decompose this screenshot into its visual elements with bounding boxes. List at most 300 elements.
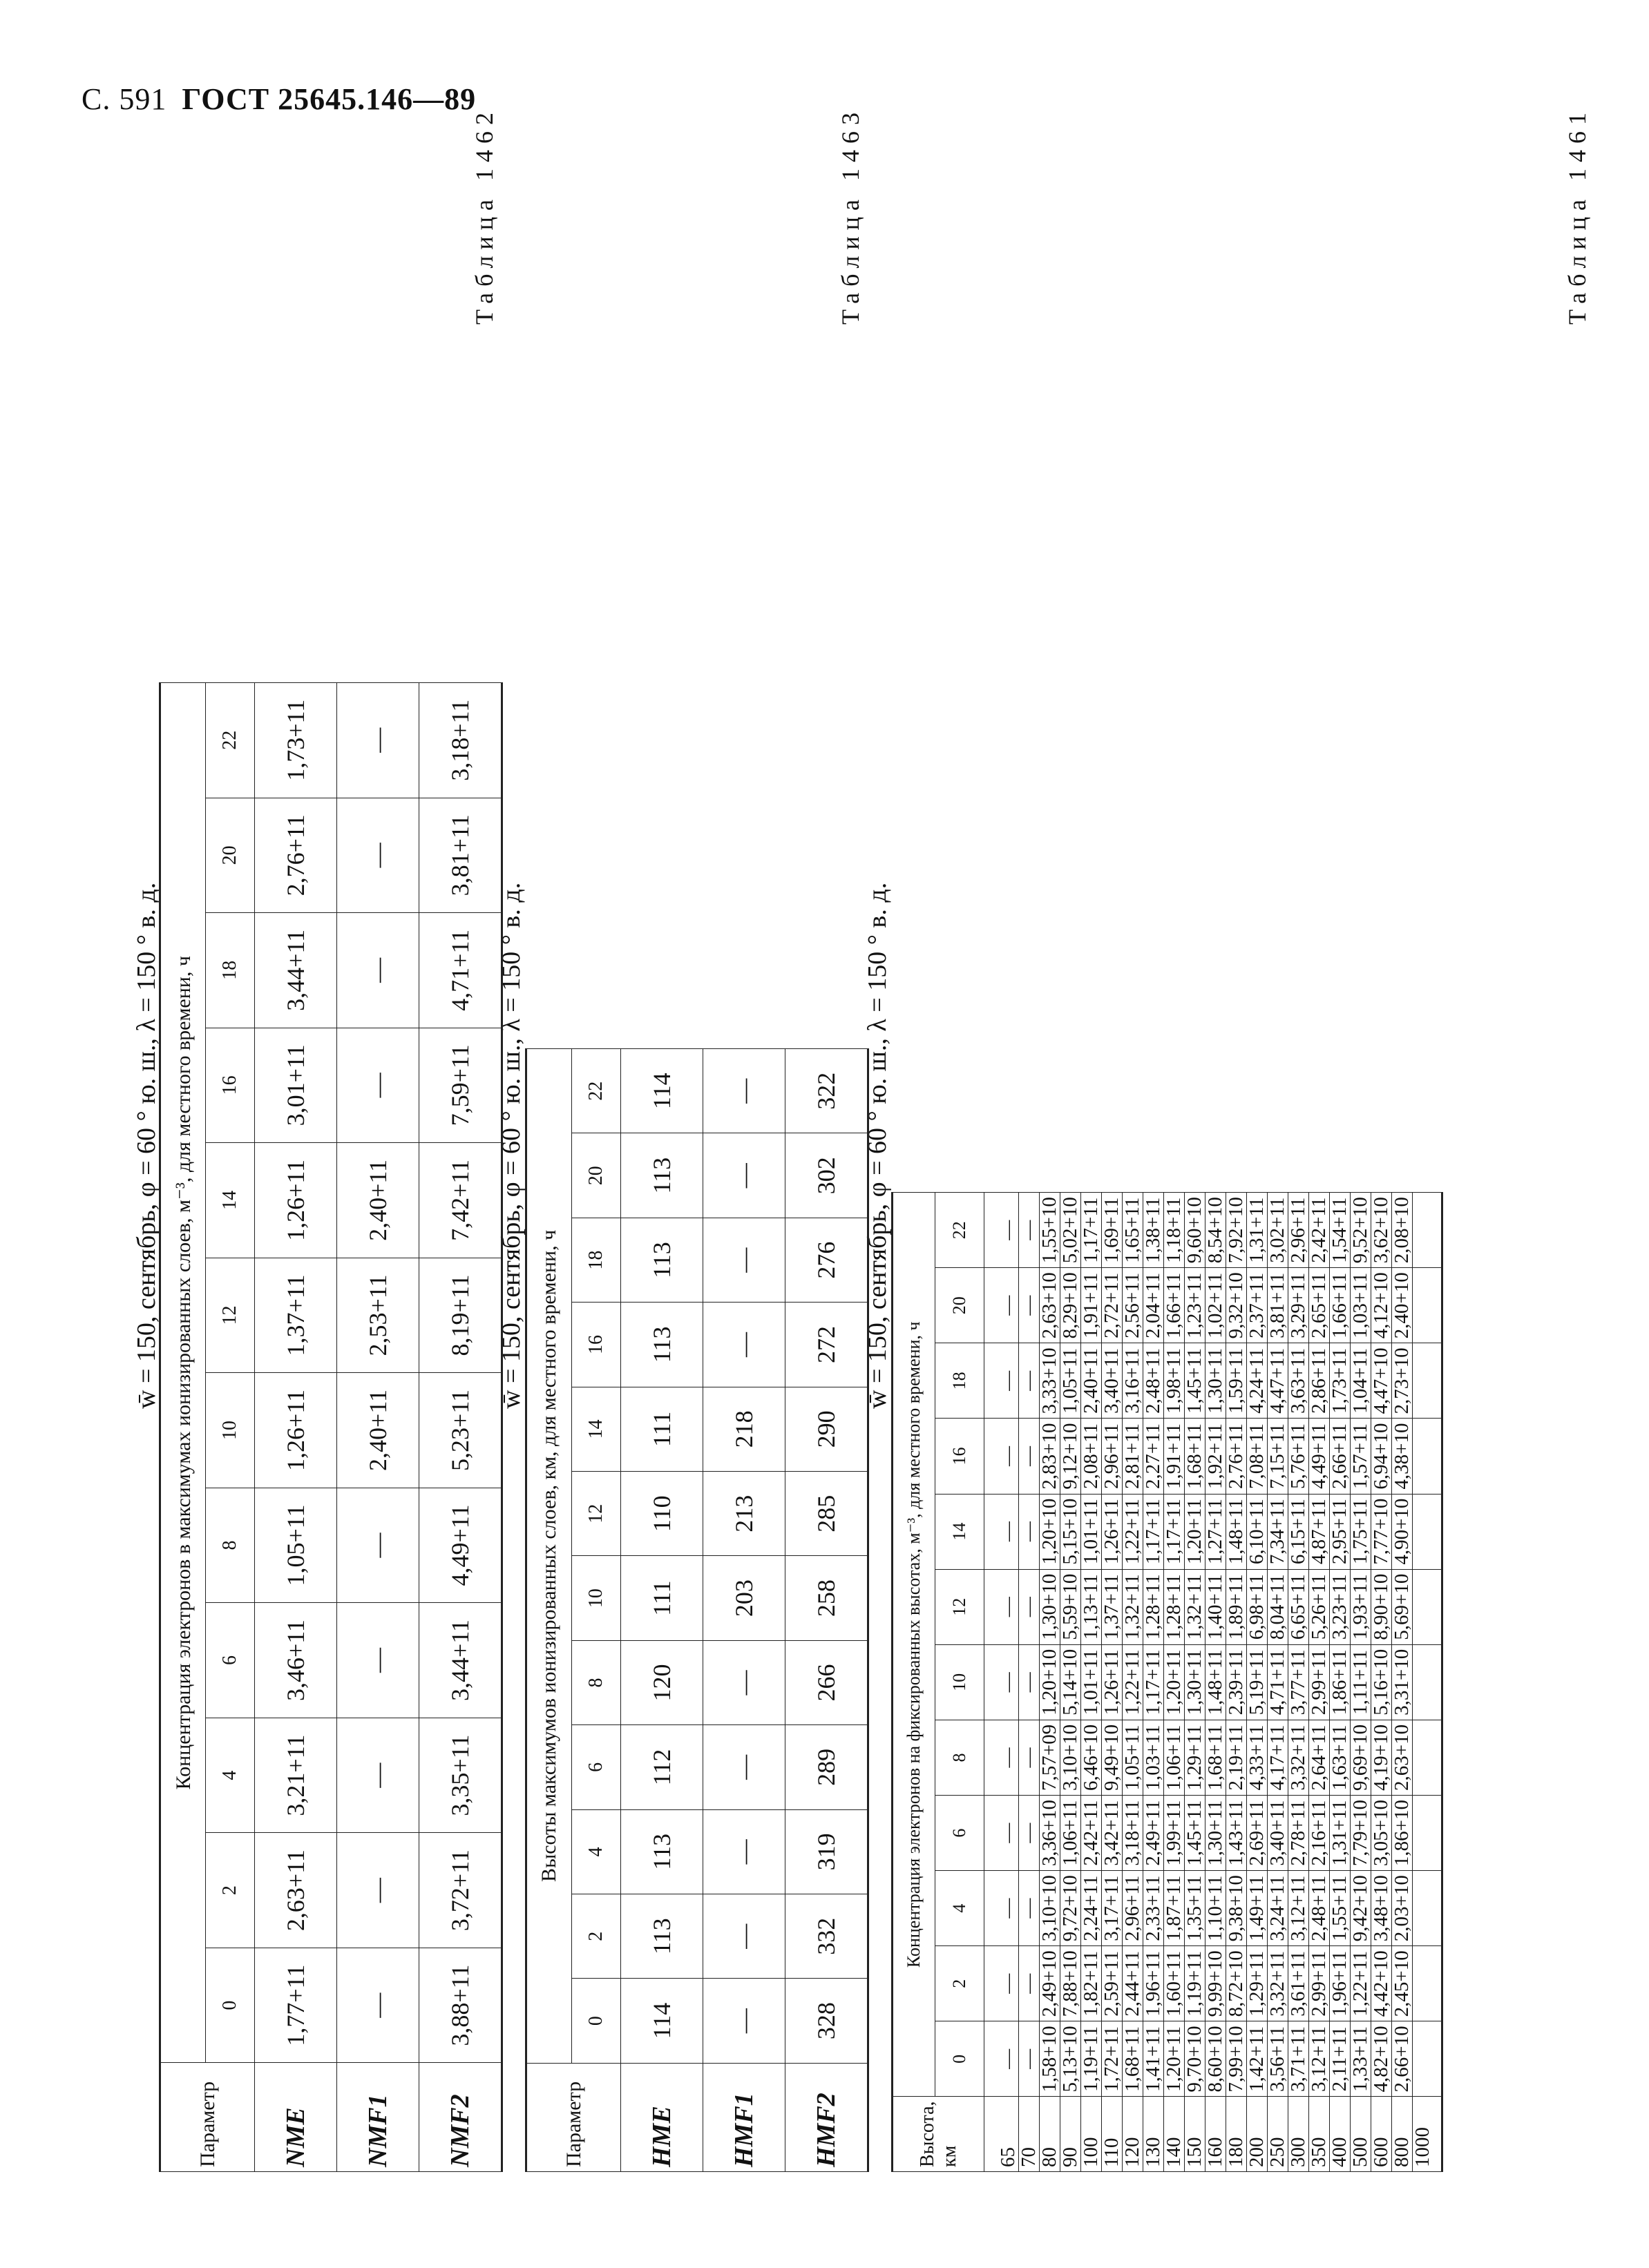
hour-header: 16: [206, 1028, 255, 1143]
cell-value: —: [984, 1419, 1019, 1494]
cell-value: 1,03+11: [1143, 1720, 1164, 1795]
hour-header: 22: [572, 1049, 621, 1133]
cell-value: 1,18+11: [1164, 1193, 1185, 1268]
cell-value: —: [703, 1133, 785, 1218]
row-label: NMF1: [337, 2063, 419, 2172]
cell-value: [1413, 1268, 1442, 1343]
table-subtitle-1463: w̄ = 150, сентябрь, φ = 60 ° ю. ш., λ = 150 ° в. д.: [863, 882, 892, 1409]
cell-value: 3,88+11: [419, 1948, 502, 2063]
cell-value: 113: [621, 1133, 703, 1218]
cell-value: 5,02+10: [1060, 1193, 1081, 1268]
table-row: [255, 683, 337, 2172]
cell-value: [1413, 1946, 1442, 2021]
cell-value: 3,61+11: [1288, 1946, 1309, 2021]
table-row: [1143, 1193, 1164, 2172]
cell-value: 1,22+11: [1123, 1644, 1143, 1720]
row-label: 160: [1205, 2097, 1226, 2172]
table-1461: [159, 682, 503, 2172]
cell-value: 1,55+10: [1040, 1193, 1060, 1268]
hour-header: 16: [935, 1419, 984, 1494]
table-row: [703, 1049, 785, 2172]
cell-value: 8,19+11: [419, 1258, 502, 1373]
cell-value: 1,28+11: [1164, 1569, 1185, 1644]
cell-value: 9,38+10: [1226, 1871, 1247, 1946]
cell-value: 3,32+11: [1268, 1946, 1288, 2021]
cell-value: 1,31+11: [1330, 1796, 1351, 1871]
hour-header: 0: [935, 2021, 984, 2097]
row-label: NMF2: [419, 2063, 502, 2172]
cell-value: 2,48+11: [1309, 1871, 1330, 1946]
cell-value: 2,64+11: [1309, 1720, 1330, 1795]
table-row: [1268, 1193, 1288, 2172]
cell-value: 4,47+11: [1268, 1343, 1288, 1419]
cell-value: 1,17+11: [1081, 1193, 1102, 1268]
cell-value: —: [337, 798, 419, 913]
cell-value: —: [1019, 1494, 1040, 1569]
cell-value: 4,71+11: [419, 913, 502, 1028]
cell-value: 2,53+11: [337, 1258, 419, 1373]
cell-value: 1,05+11: [1060, 1343, 1081, 1419]
table-row: [1123, 1193, 1143, 2172]
table-row: [1205, 1193, 1226, 2172]
cell-value: 2,40+11: [337, 1143, 419, 1258]
cell-value: 1,38+11: [1143, 1193, 1164, 1268]
cell-value: 1,40+11: [1205, 1569, 1226, 1644]
cell-value: 1,22+11: [1123, 1494, 1143, 1569]
cell-value: 4,87+11: [1309, 1494, 1330, 1569]
cell-value: 1,29+11: [1185, 1720, 1205, 1795]
row-label: 80: [1040, 2097, 1060, 2172]
hour-header: 22: [206, 683, 255, 798]
cell-value: 8,72+10: [1226, 1946, 1247, 2021]
cell-value: [1413, 1193, 1442, 1268]
cell-value: 111: [621, 1556, 703, 1640]
cell-value: 2,40+11: [337, 1373, 419, 1488]
cell-value: 1,37+11: [1102, 1569, 1123, 1644]
cell-value: 2,08+10: [1392, 1193, 1413, 1268]
hour-header: 6: [572, 1725, 621, 1809]
cell-value: 1,10+11: [1205, 1871, 1226, 1946]
cell-value: 5,13+10: [1060, 2021, 1081, 2097]
cell-value: 1,54+11: [1330, 1193, 1351, 1268]
cell-value: 1,98+11: [1164, 1343, 1185, 1419]
cell-value: 5,26+11: [1309, 1569, 1330, 1644]
cell-value: 1,45+11: [1185, 1343, 1205, 1419]
cell-value: 1,37+11: [255, 1258, 337, 1373]
cell-value: 111: [621, 1387, 703, 1471]
cell-value: 2,96+11: [1288, 1193, 1309, 1268]
table-row: [1392, 1193, 1413, 2172]
cell-value: 1,11+11: [1351, 1644, 1371, 1720]
cell-value: 9,52+10: [1351, 1193, 1371, 1268]
cell-value: 3,48+10: [1371, 1871, 1392, 1946]
cell-value: 1,92+11: [1205, 1419, 1226, 1494]
cell-value: 1,19+11: [1185, 1946, 1205, 2021]
cell-value: 1,72+11: [1102, 2021, 1123, 2097]
cell-value: —: [984, 1569, 1019, 1644]
cell-value: 4,17+11: [1268, 1720, 1288, 1795]
cell-value: 5,16+10: [1371, 1644, 1392, 1720]
cell-value: [1413, 1796, 1442, 1871]
row-label: 600: [1371, 2097, 1392, 2172]
cell-value: 1,63+11: [1330, 1720, 1351, 1795]
cell-value: 1,28+11: [1143, 1569, 1164, 1644]
cell-value: —: [984, 1871, 1019, 1946]
cell-value: 2,81+11: [1123, 1419, 1143, 1494]
cell-value: 5,59+10: [1060, 1569, 1081, 1644]
cell-value: [1413, 1720, 1442, 1795]
row-label: HMF2: [785, 2063, 868, 2171]
cell-value: 4,33+11: [1247, 1720, 1268, 1795]
table-label-1463: Таблица 1463: [837, 106, 864, 325]
cell-value: 1,30+11: [1205, 1343, 1226, 1419]
cell-value: 7,59+11: [419, 1028, 502, 1143]
row-label: 350: [1309, 2097, 1330, 2172]
cell-value: 276: [785, 1218, 868, 1302]
cell-value: —: [337, 1488, 419, 1603]
cell-value: 2,45+10: [1392, 1946, 1413, 2021]
cell-value: 1,66+11: [1164, 1268, 1185, 1343]
table-row: [1371, 1193, 1392, 2172]
row-label: 180: [1226, 2097, 1247, 2172]
cell-value: 2,96+11: [1123, 1871, 1143, 1946]
cell-value: 3,40+11: [1102, 1343, 1123, 1419]
cell-value: 1,20+11: [1164, 1644, 1185, 1720]
hour-header: 2: [935, 1946, 984, 2021]
cell-value: 1,65+11: [1123, 1193, 1143, 1268]
cell-value: 1,89+11: [1226, 1569, 1247, 1644]
cell-value: 1,20+10: [1040, 1494, 1060, 1569]
cell-value: 1,86+10: [1392, 1796, 1413, 1871]
cell-value: 4,19+10: [1371, 1720, 1392, 1795]
cell-value: 332: [785, 1894, 868, 1979]
cell-value: 1,42+11: [1247, 2021, 1268, 2097]
row-label: 200: [1247, 2097, 1268, 2172]
col0-header: Высота, км: [893, 2097, 984, 2172]
cell-value: 285: [785, 1472, 868, 1556]
hour-header: 10: [206, 1373, 255, 1488]
cell-value: —: [984, 1946, 1019, 2021]
table-row: [1040, 1193, 1060, 2172]
cell-value: 2,65+11: [1309, 1268, 1330, 1343]
cell-value: 2,59+11: [1102, 1946, 1123, 2021]
cell-value: 3,21+11: [255, 1718, 337, 1833]
hour-header: 4: [206, 1718, 255, 1833]
row-label: 1000: [1413, 2097, 1442, 2172]
cell-value: 1,05+11: [255, 1488, 337, 1603]
cell-value: 1,31+11: [1247, 1193, 1268, 1268]
cell-value: 3,31+10: [1392, 1644, 1413, 1720]
cell-value: 2,40+10: [1392, 1268, 1413, 1343]
cell-value: 4,82+10: [1371, 2021, 1392, 2097]
row-label: 70: [1019, 2097, 1040, 2172]
table-subtitle-1461: w̄ = 150, сентябрь, φ = 60 ° ю. ш., λ = 150 ° в. д.: [132, 882, 161, 1409]
cell-value: 7,57+09: [1040, 1720, 1060, 1795]
cell-value: 3,29+11: [1288, 1268, 1309, 1343]
cell-value: —: [703, 1979, 785, 2063]
cell-value: 5,69+10: [1392, 1569, 1413, 1644]
cell-value: 3,35+11: [419, 1718, 502, 1833]
hour-header: 8: [206, 1488, 255, 1603]
table-row: [1060, 1193, 1081, 2172]
cell-value: 3,81+11: [1268, 1268, 1288, 1343]
row-label: HME: [621, 2063, 703, 2171]
cell-value: 1,96+11: [1143, 1946, 1164, 2021]
cell-value: 7,08+11: [1247, 1419, 1268, 1494]
cell-value: 3,12+11: [1288, 1871, 1309, 1946]
cell-value: 1,17+11: [1143, 1494, 1164, 1569]
hour-header: 10: [572, 1556, 621, 1640]
row-label: 130: [1143, 2097, 1164, 2172]
cell-value: —: [1019, 1946, 1040, 2021]
row-label: 120: [1123, 2097, 1143, 2172]
cell-value: 113: [621, 1218, 703, 1302]
cell-value: 112: [621, 1725, 703, 1809]
cell-value: 1,33+11: [1351, 2021, 1371, 2097]
table-label-1461: Таблица 1461: [1563, 106, 1591, 325]
cell-value: —: [337, 1028, 419, 1143]
cell-value: 3,17+11: [1102, 1871, 1123, 1946]
cell-value: 3,12+11: [1309, 2021, 1330, 2097]
cell-value: —: [984, 2021, 1019, 2097]
hour-header: 8: [572, 1640, 621, 1724]
cell-value: 1,73+11: [1330, 1343, 1351, 1419]
cell-value: 3,36+10: [1040, 1796, 1060, 1871]
cell-value: 3,56+11: [1268, 2021, 1288, 2097]
table-1462: [525, 1048, 869, 2172]
cell-value: 2,76+11: [1226, 1419, 1247, 1494]
cell-value: 1,29+11: [1247, 1946, 1268, 2021]
cell-value: 2,99+11: [1309, 1946, 1330, 2021]
cell-value: 9,99+10: [1205, 1946, 1226, 2021]
table-row: [1309, 1193, 1330, 2172]
cell-value: —: [1019, 2021, 1040, 2097]
cell-value: 4,71+11: [1268, 1644, 1288, 1720]
row-label: 800: [1392, 2097, 1413, 2172]
cell-value: 3,01+11: [255, 1028, 337, 1143]
table-row: [1081, 1193, 1102, 2172]
page-number: С. 591: [82, 82, 167, 116]
hour-header: 20: [572, 1133, 621, 1218]
cell-value: [1413, 1871, 1442, 1946]
table-row: [1330, 1193, 1351, 2172]
cell-value: [1413, 1644, 1442, 1720]
cell-value: 120: [621, 1640, 703, 1724]
cell-value: 4,24+11: [1247, 1343, 1268, 1419]
cell-value: 1,82+11: [1081, 1946, 1102, 2021]
cell-value: 8,60+10: [1205, 2021, 1226, 2097]
cell-value: 2,73+10: [1392, 1343, 1413, 1419]
hour-header: 0: [206, 1948, 255, 2063]
cell-value: 4,49+11: [1309, 1419, 1330, 1494]
cell-value: 2,11+11: [1330, 2021, 1351, 2097]
cell-value: —: [703, 1049, 785, 1133]
cell-value: 2,63+10: [1040, 1268, 1060, 1343]
hour-header: 4: [935, 1871, 984, 1946]
cell-value: 3,02+11: [1268, 1193, 1288, 1268]
cell-value: —: [703, 1809, 785, 1894]
cell-value: 1,69+11: [1102, 1193, 1123, 1268]
cell-value: 290: [785, 1387, 868, 1471]
cell-value: 1,30+10: [1040, 1569, 1060, 1644]
cell-value: 1,06+11: [1060, 1796, 1081, 1871]
cell-value: 2,48+11: [1143, 1343, 1164, 1419]
cell-value: 1,86+11: [1330, 1644, 1351, 1720]
hour-header: 22: [935, 1193, 984, 1268]
cell-value: —: [1019, 1720, 1040, 1795]
row-label: 65: [984, 2097, 1019, 2172]
cell-value: [1413, 1343, 1442, 1419]
table-row: [1019, 1193, 1040, 2172]
standard-number: ГОСТ 25645.146—89: [182, 82, 477, 116]
cell-value: 203: [703, 1556, 785, 1640]
cell-value: 3,63+11: [1288, 1343, 1309, 1419]
cell-value: 1,02+11: [1205, 1268, 1226, 1343]
cell-value: 289: [785, 1725, 868, 1809]
cell-value: 1,26+11: [1102, 1494, 1123, 1569]
cell-value: [1413, 1569, 1442, 1644]
cell-value: 2,78+11: [1288, 1796, 1309, 1871]
cell-value: —: [1019, 1193, 1040, 1268]
cell-value: 4,42+10: [1371, 1946, 1392, 2021]
hour-header: 2: [206, 1833, 255, 1948]
cell-value: 258: [785, 1556, 868, 1640]
cell-value: 1,59+11: [1226, 1343, 1247, 1419]
cell-value: 5,14+10: [1060, 1644, 1081, 1720]
row-label: HMF1: [703, 2063, 785, 2171]
cell-value: 2,49+11: [1143, 1796, 1164, 1871]
cell-value: 1,48+11: [1226, 1494, 1247, 1569]
cell-value: 2,72+11: [1102, 1268, 1123, 1343]
cell-value: 9,60+10: [1185, 1193, 1205, 1268]
row-label: NME: [255, 2063, 337, 2172]
cell-value: 4,49+11: [419, 1488, 502, 1603]
cell-value: 1,68+11: [1123, 2021, 1143, 2097]
row-label: 400: [1330, 2097, 1351, 2172]
cell-value: —: [703, 1218, 785, 1302]
page-header: [82, 81, 476, 117]
cell-value: 9,12+10: [1060, 1419, 1081, 1494]
hour-header: 8: [935, 1720, 984, 1795]
table-row: [1185, 1193, 1205, 2172]
cell-value: 1,17+11: [1143, 1644, 1164, 1720]
cell-value: 2,16+11: [1309, 1796, 1330, 1871]
cell-value: 319: [785, 1809, 868, 1894]
cell-value: 2,56+11: [1123, 1268, 1143, 1343]
cell-value: 4,47+10: [1371, 1343, 1392, 1419]
cell-value: 1,32+11: [1185, 1569, 1205, 1644]
cell-value: 113: [621, 1303, 703, 1387]
table-row: [984, 1193, 1019, 2172]
cell-value: 1,91+11: [1081, 1268, 1102, 1343]
cell-value: 1,49+11: [1247, 1871, 1268, 1946]
cell-value: 1,26+11: [255, 1143, 337, 1258]
cell-value: 6,94+10: [1371, 1419, 1392, 1494]
cell-value: 2,63+10: [1392, 1720, 1413, 1795]
cell-value: 2,96+11: [1102, 1419, 1123, 1494]
cell-value: 3,32+11: [1288, 1720, 1309, 1795]
cell-value: —: [703, 1894, 785, 1979]
cell-value: —: [1019, 1419, 1040, 1494]
hour-header: 0: [572, 1979, 621, 2063]
cell-value: [1413, 2021, 1442, 2097]
cell-value: 3,81+11: [419, 798, 502, 913]
cell-value: 1,77+11: [255, 1948, 337, 2063]
row-label: 100: [1081, 2097, 1102, 2172]
cell-value: 1,58+10: [1040, 2021, 1060, 2097]
cell-value: 9,72+10: [1060, 1871, 1081, 1946]
cell-value: —: [1019, 1796, 1040, 1871]
cell-value: 9,69+10: [1351, 1720, 1371, 1795]
cell-value: 213: [703, 1472, 785, 1556]
cell-value: 1,60+11: [1164, 1946, 1185, 2021]
cell-value: 7,79+10: [1351, 1796, 1371, 1871]
table-row: [621, 1049, 703, 2172]
cell-value: 1,66+11: [1330, 1268, 1351, 1343]
table-row: [1102, 1193, 1123, 2172]
cell-value: 1,99+11: [1164, 1796, 1185, 1871]
cell-value: —: [703, 1725, 785, 1809]
cell-value: 9,70+10: [1185, 2021, 1205, 2097]
cell-value: 9,32+10: [1226, 1268, 1247, 1343]
table-row: [1288, 1193, 1309, 2172]
cell-value: 2,33+11: [1143, 1871, 1164, 1946]
cell-value: 1,26+11: [255, 1373, 337, 1488]
table-1462-wrapper: [525, 1048, 869, 2172]
cell-value: 2,83+10: [1040, 1419, 1060, 1494]
cell-value: 3,40+11: [1268, 1796, 1288, 1871]
cell-value: 1,41+11: [1143, 2021, 1164, 2097]
cell-value: 2,19+11: [1226, 1720, 1247, 1795]
hour-header: 18: [935, 1343, 984, 1419]
hour-header: 18: [572, 1218, 621, 1302]
cell-value: 1,13+11: [1081, 1569, 1102, 1644]
cell-value: [1413, 1419, 1442, 1494]
cell-value: 1,30+11: [1205, 1796, 1226, 1871]
cell-value: —: [984, 1494, 1019, 1569]
row-label: 500: [1351, 2097, 1371, 2172]
table-row: [785, 1049, 868, 2172]
cell-value: 3,18+11: [419, 683, 502, 798]
cell-value: 1,32+11: [1123, 1569, 1143, 1644]
cell-value: 5,15+10: [1060, 1494, 1081, 1569]
cell-value: 7,88+10: [1060, 1946, 1081, 2021]
table-label-1462: Таблица 1462: [470, 106, 498, 325]
table-row: [1164, 1193, 1185, 2172]
cell-value: 4,90+10: [1392, 1494, 1413, 1569]
hour-header: 12: [206, 1258, 255, 1373]
cell-value: 2,04+11: [1143, 1268, 1164, 1343]
cell-value: 1,91+11: [1164, 1419, 1185, 1494]
cell-value: —: [1019, 1871, 1040, 1946]
cell-value: 2,40+11: [1081, 1343, 1102, 1419]
cell-value: —: [1019, 1569, 1040, 1644]
cell-value: —: [337, 1948, 419, 2063]
cell-value: 2,63+11: [255, 1833, 337, 1948]
cell-value: 110: [621, 1472, 703, 1556]
hour-header: 4: [572, 1809, 621, 1894]
cell-value: 4,12+10: [1371, 1268, 1392, 1343]
row-label: 150: [1185, 2097, 1205, 2172]
cell-value: 1,05+11: [1123, 1720, 1143, 1795]
row-label: 110: [1102, 2097, 1123, 2172]
cell-value: 1,20+11: [1185, 1494, 1205, 1569]
hour-header: 14: [206, 1143, 255, 1258]
cell-value: 322: [785, 1049, 868, 1133]
cell-value: 3,71+11: [1288, 2021, 1309, 2097]
cell-value: 3,44+11: [255, 913, 337, 1028]
table-caption: Концентрация электронов на фиксированных высотах, м⁻³, для местного времени, ч: [893, 1193, 935, 2097]
